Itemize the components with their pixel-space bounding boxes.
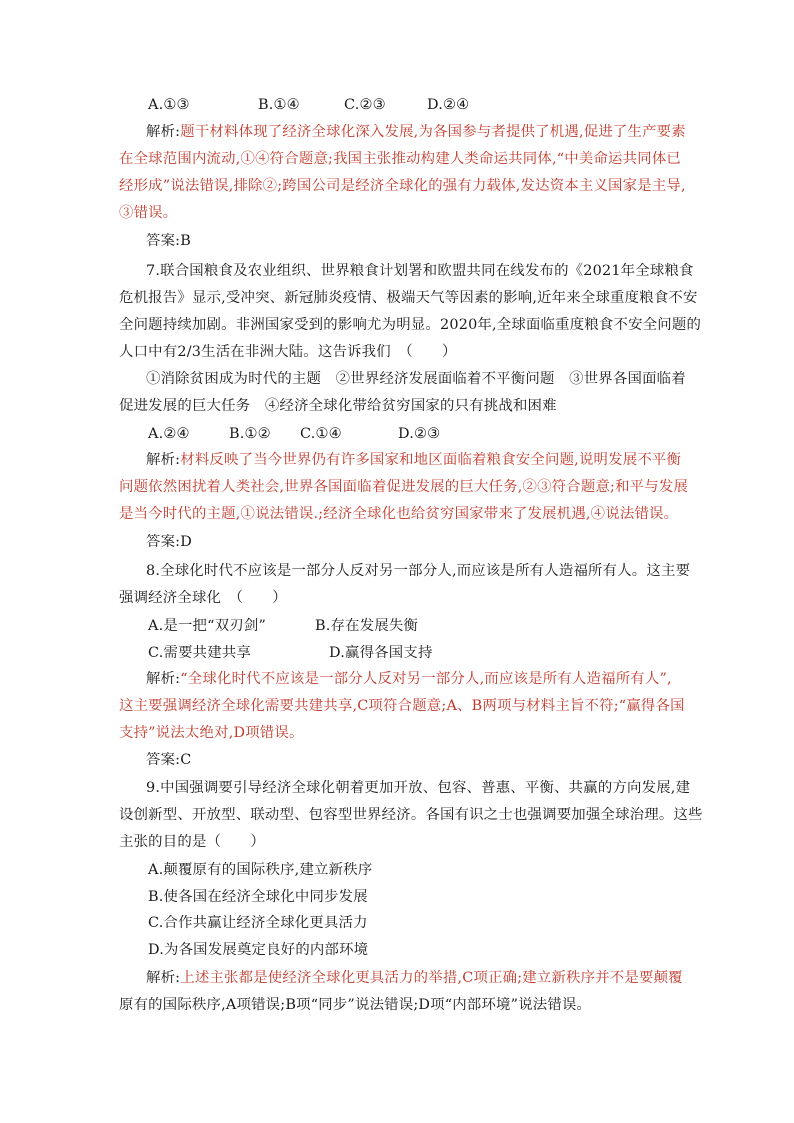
q8-stem-line: 8.全球化时代不应该是一部分人反对另一部分人,而应该是所有人造福所有人。这主要: [146, 563, 691, 579]
q7-answer: 答案:D: [146, 534, 192, 550]
option-c: C.②③: [344, 97, 386, 113]
q6-analysis-line: 经形成”说法错误,排除②;跨国公司是经济全球化的强有力载体,发达资本主义国家是主导,: [119, 178, 686, 194]
q8-analysis-line: [146, 669, 672, 689]
analysis-label: 解析:: [146, 124, 181, 140]
q7-analysis-line: 问题依然困扰着人类社会,世界各国面临着促进发展的巨大任务,②③符合题意;和平与发展: [119, 479, 689, 495]
analysis-label: 解析:: [146, 671, 181, 687]
q6-analysis-line: 在全球范围内流动,①④符合题意;我国主张推动构建人类命运共同体,“中美命运共同体已: [119, 151, 682, 167]
q9-stem-line: 主张的目的是（ ）: [119, 834, 265, 850]
option-c: C.①④: [300, 426, 342, 442]
q9-option-c: C.合作共赢让经济全球化更具活力: [148, 915, 368, 931]
q7-stem-line: 人口中有2/3生活在非洲大陆。这告诉我们 （ ）: [119, 344, 457, 360]
q6-analysis-line: ③错误。: [119, 205, 178, 221]
option-a: A.是一把“双刃剑”: [148, 618, 267, 634]
analysis-label: 解析:: [146, 452, 181, 468]
analysis-label: 解析:: [146, 970, 181, 986]
q9-option-b: B.使各国在经济全球化中同步发展: [148, 889, 368, 905]
q7-options: [148, 424, 648, 444]
q7-analysis-line: 是当今时代的主题,①说法错误.;经济全球化也给贫穷国家带来了发展机遇,④说法错误。: [119, 506, 679, 522]
q8-analysis-line: 支持”说法太绝对,D项错误。: [119, 725, 304, 741]
q7-stem-line: 危机报告》显示,受冲突、新冠肺炎疫情、极端天气等因素的影响,近年来全球重度粮食不安: [119, 290, 698, 306]
option-a: A.①③: [148, 97, 190, 113]
q9-analysis-line: 原有的国际秩序,A项错误;B项“同步”说法错误;D项“内部环境”说法错误。: [119, 997, 592, 1013]
q9-analysis-line: [146, 968, 683, 988]
option-b: B.①②: [229, 426, 271, 442]
option-d: D.②③: [398, 426, 441, 442]
q7-statements-line: 促进发展的巨大任务 ④经济全球化带给贫穷国家的只有挑战和困难: [119, 398, 557, 414]
q7-stem-line: 全问题持续加剧。非洲国家受到的影响尤为明显。2020年,全球面临重度粮食不安全问题的: [119, 317, 702, 333]
option-d: D.赢得各国支持: [329, 645, 433, 661]
analysis-text: “全球化时代不应该是一部分人反对另一部分人,而应该是所有人造福所有人”,: [180, 671, 672, 687]
q8-stem-line: 强调经济全球化 （ ）: [119, 590, 287, 606]
q8-options-row-2: [148, 643, 548, 663]
q9-stem-line: 9.中国强调要引导经济全球化朝着更加开放、包容、普惠、平衡、共赢的方向发展,建: [146, 780, 691, 796]
q6-analysis-line: [146, 122, 686, 142]
q8-options-row-1: [148, 616, 548, 636]
q8-answer: 答案:C: [146, 752, 192, 768]
option-b: B.存在发展失衡: [315, 618, 419, 634]
q7-statements-line: ①消除贫困成为时代的主题 ②世界经济发展面临着不平衡问题 ③世界各国面临着: [146, 371, 686, 387]
q6-answer: 答案:B: [146, 233, 192, 249]
option-c: C.需要共建共享: [148, 645, 252, 661]
analysis-text: 上述主张都是使经济全球化更具活力的举措,C项正确;建立新秩序并不是要颠覆: [180, 970, 683, 986]
q9-option-a: A.颠覆原有的国际秩序,建立新秩序: [148, 862, 373, 878]
analysis-text: 材料反映了当今世界仍有许多国家和地区面临着粮食安全问题,说明发展不平衡: [180, 452, 682, 468]
q6-options: [148, 95, 648, 115]
option-b: B.①④: [258, 97, 300, 113]
analysis-text: 题干材料体现了经济全球化深入发展,为各国参与者提供了机遇,促进了生产要素: [180, 124, 686, 140]
option-a: A.②④: [148, 426, 190, 442]
option-d: D.②④: [427, 97, 470, 113]
q7-stem-line: 7.联合国粮食及农业组织、世界粮食计划署和欧盟共同在线发布的《2021年全球粮食: [146, 263, 694, 279]
q8-analysis-line: 这主要强调经济全球化需要共建共享,C项符合题意;A、B两项与材料主旨不符;“赢得各国: [119, 698, 685, 714]
q7-analysis-line: [146, 450, 681, 470]
q9-option-d: D.为各国发展奠定良好的内部环境: [148, 942, 369, 958]
q9-stem-line: 设创新型、开放型、联动型、包容型世界经济。各国有识之士也强调要加强全球治理。这些: [119, 807, 703, 823]
